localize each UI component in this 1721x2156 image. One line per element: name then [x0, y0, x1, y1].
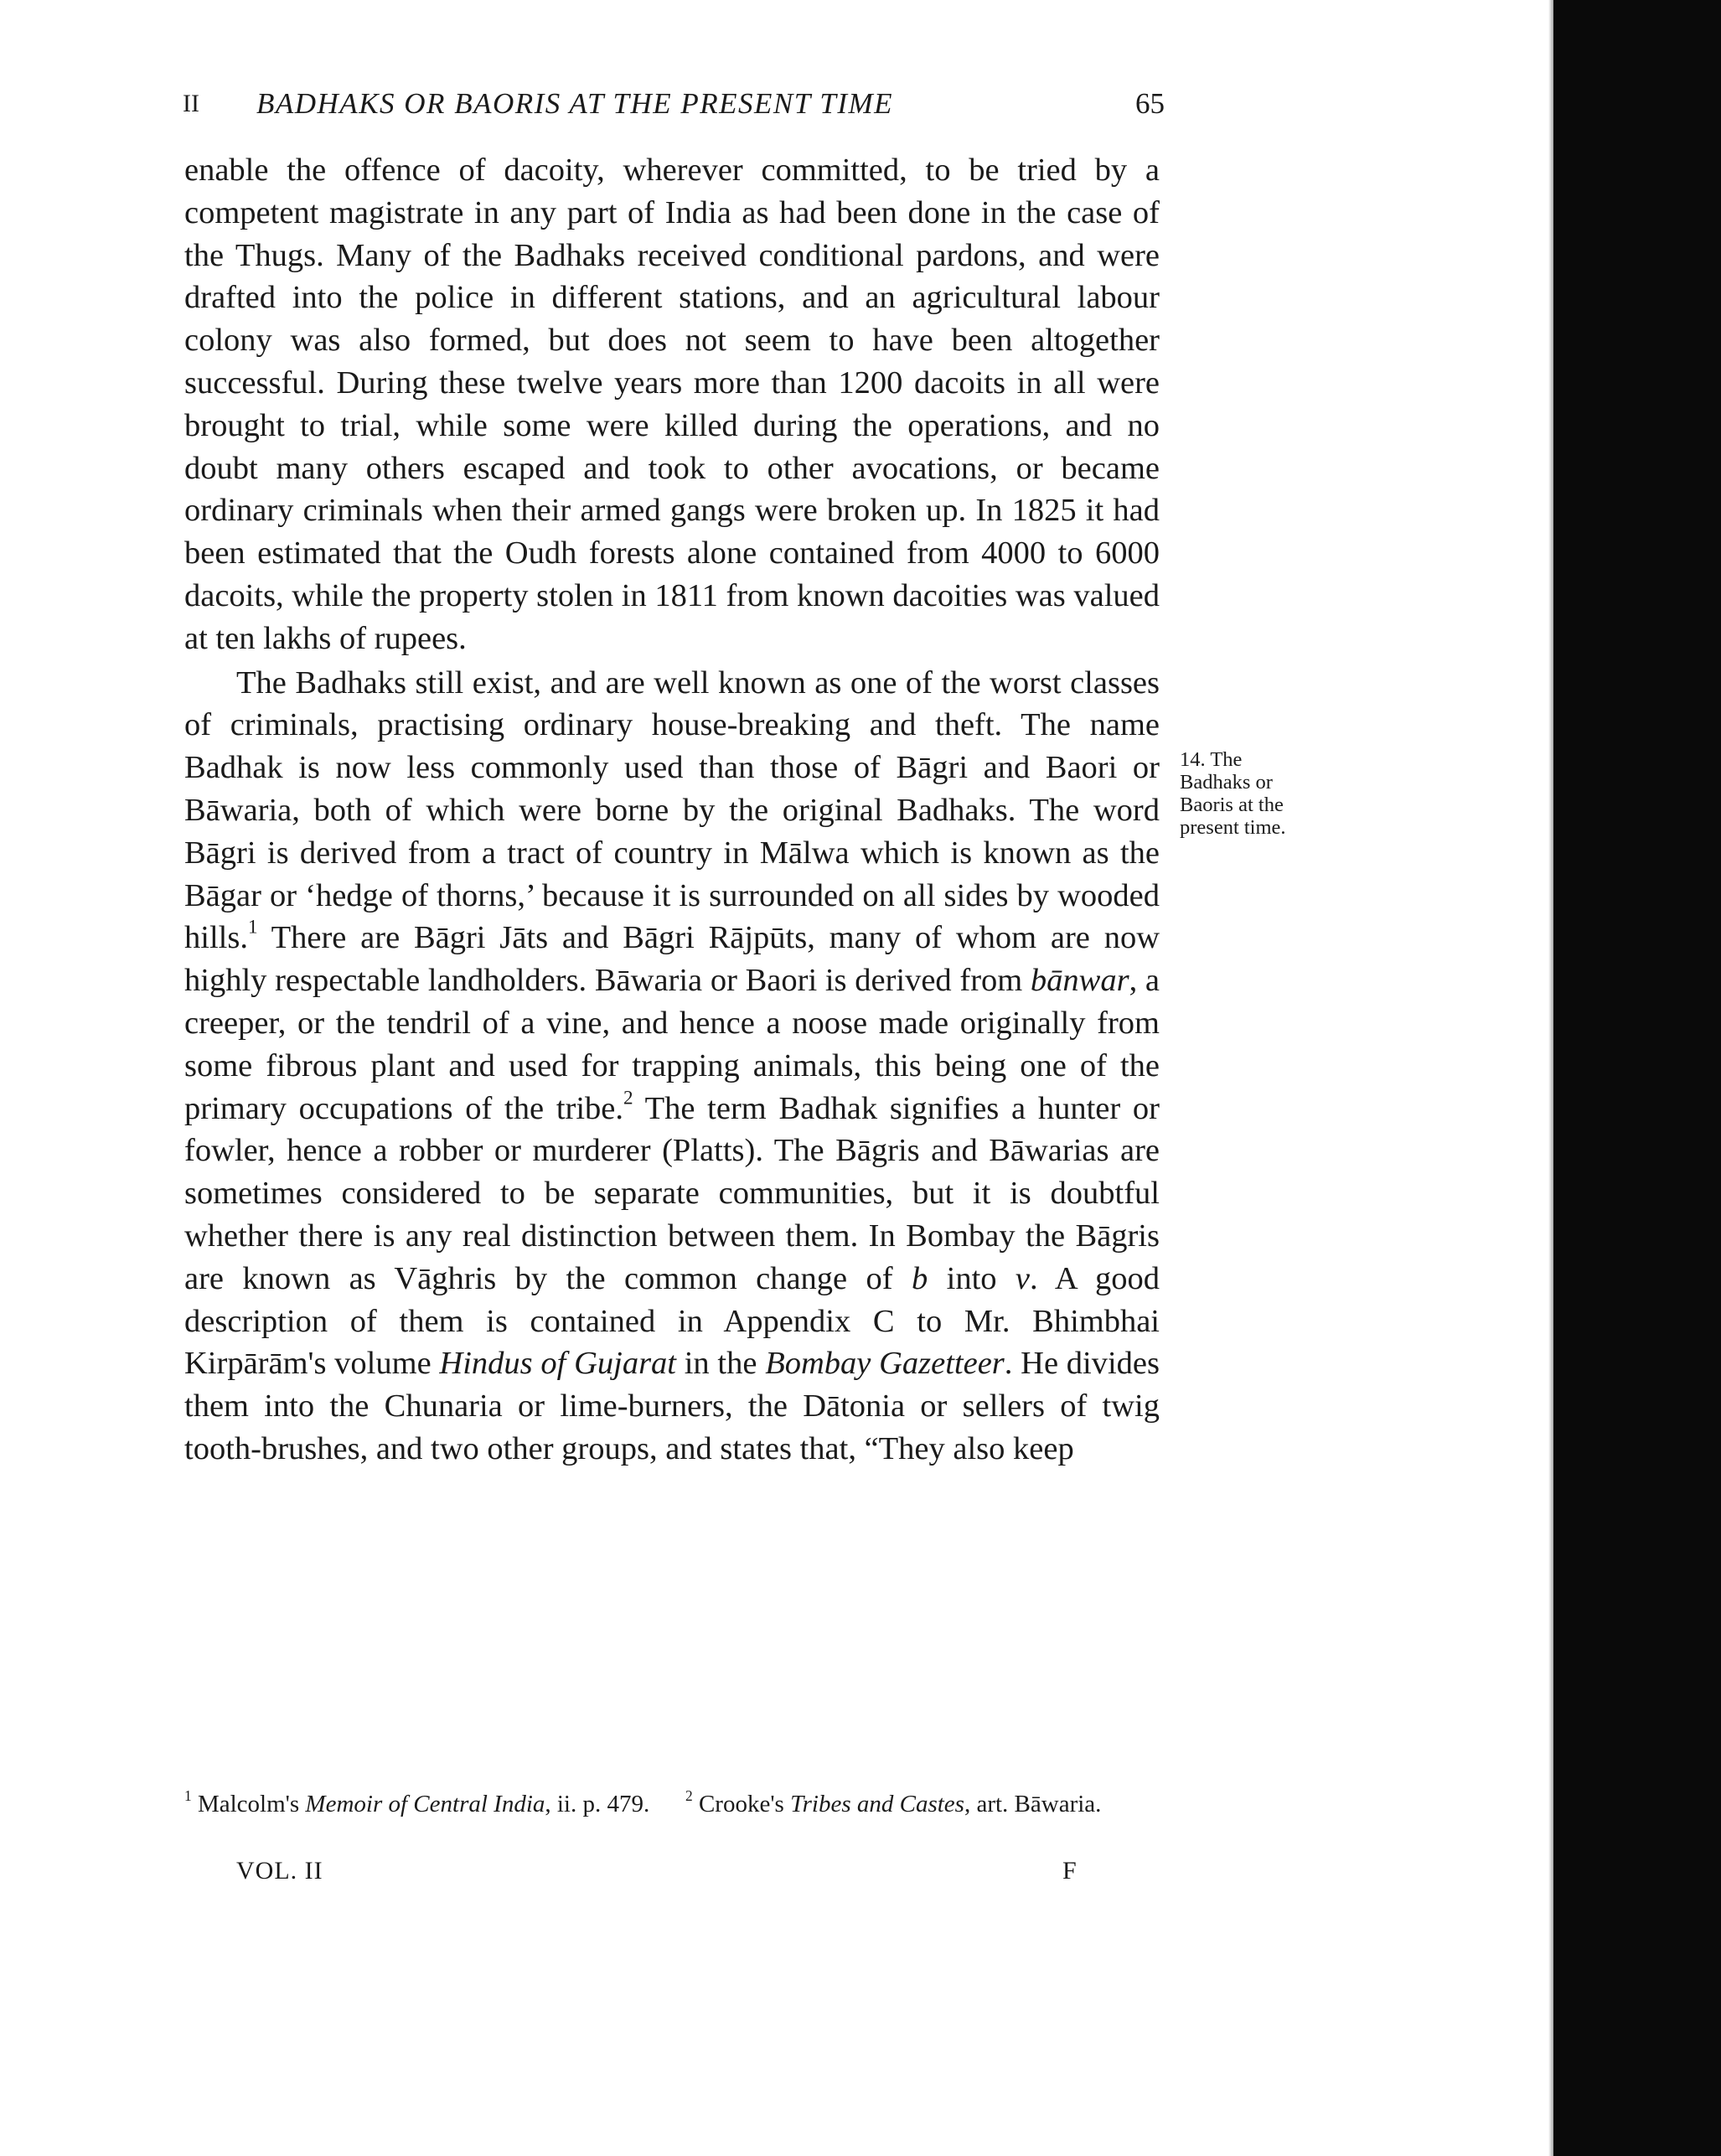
- running-title: BADHAKS OR BAORIS AT THE PRESENT TIME: [256, 87, 894, 120]
- page-edge-shadow: [1553, 0, 1721, 2156]
- letter-b: b: [911, 1260, 928, 1296]
- paragraph-2-part-c: , a creeper, or the tendril of a vine, and hence a noose made originally from some fibrous plant and used for trapping animals, this being one of the primary occupations of the tribe.: [184, 963, 1160, 1126]
- paragraph-2-part-b: There are Bāgri Jāts and Bāgri Rājpūts, many of whom are now highly respectable landholders. Bāwaria or Baori is derived from: [184, 920, 1160, 999]
- term-banwar: bānwar: [1030, 963, 1129, 999]
- footnote-2-title: Tribes and Castes: [790, 1791, 964, 1817]
- footnote-1-rest: , ii. p. 479.: [545, 1791, 650, 1817]
- paragraph-2-part-f: . He divides them into the Chunaria or lime-burners, the Dātonia or sellers of twig tooth-brushes, and two other groups, and states that, “They also keep: [184, 1346, 1160, 1466]
- body-text: [184, 149, 1160, 1471]
- footnote-1-mark: 1: [184, 1786, 192, 1804]
- margin-sidenote: [1180, 748, 1305, 839]
- footnote-1-author: Malcolm's: [197, 1791, 306, 1817]
- word-into: into: [928, 1260, 1016, 1296]
- volume-signature: VOL. II: [236, 1857, 323, 1885]
- letter-v: v: [1015, 1260, 1031, 1296]
- footnote-2: [685, 1786, 1160, 1819]
- paragraph-1: enable the offence of dacoity, wherever committed, to be tried by a competent magistrate in any part of India as had been done in the case of the Thugs. Many of the Badhaks received conditional pardons, and were drafted into the police in different stations, and an agricultural labour colony was also formed, but does not seem to have been altogether successful. During these twelve years more than 1200 dacoits in all were brought to trial, while some were killed during the operations, and no doubt many others escaped and took to other avocations, or became ordinary criminals when their armed gangs were broken up. In 1825 it had been estimated that the Oudh forests alone contained from 4000 to 6000 dacoits, while the property stolen in 1811 from known dacoities was valued at ten lakhs of rupees.: [184, 153, 1160, 656]
- page-number: 65: [1135, 87, 1165, 120]
- phrase-in-the: in the: [676, 1346, 766, 1382]
- sidenote-number: 14.: [1180, 748, 1206, 771]
- book-title-hindus-of-gujarat: Hindus of Gujarat: [439, 1346, 676, 1382]
- footnote-1: [184, 1786, 659, 1819]
- paragraph-2-part-a: The Badhaks still exist, and are well known as one of the worst classes of criminals, practising ordinary house-breaking and theft. The name Badhak is now less commonly used than those of Bāgri and Baori or Bāwaria, both of which were borne by the original Badhaks. The word Bāgri is derived from a tract of country in Mālwa which is known as the Bāgar or ‘hedge of thorns,’ because it is surrounded on all sides by wooded hills.: [184, 664, 1160, 956]
- paragraph-2: [184, 662, 1160, 1471]
- footnote-ref-2[interactable]: 2: [623, 1086, 633, 1109]
- paragraph-2-part-e: . A good description of them is contained in Appendix C to Mr. Bhimbhai Kirpārām's volume: [184, 1260, 1160, 1382]
- footnote-1-title: Memoir of Central India: [305, 1791, 545, 1817]
- paragraph-2-part-d: The term Badhak signifies a hunter or fowler, hence a robber or murderer (Platts). The Bāgris and Bāwarias are sometimes considered to be separate communities, but it is doubtful whether there is any real distinction between them. In Bombay the Bāgris are known as Vāghris by the common change of: [184, 1090, 1160, 1296]
- chapter-number: II: [183, 90, 199, 117]
- running-header: [183, 80, 1165, 127]
- footnote-ref-1[interactable]: 1: [247, 916, 258, 938]
- footnote-2-mark: 2: [685, 1786, 693, 1804]
- footnote-2-author: Crooke's: [698, 1791, 791, 1817]
- footnote-2-rest: , art. Bāwaria.: [964, 1791, 1102, 1817]
- signature-mark: F: [1062, 1857, 1077, 1885]
- book-title-bombay-gazetteer: Bombay Gazetteer: [765, 1346, 1005, 1382]
- sidenote-text: The Badhaks or Baoris at the present time.: [1180, 748, 1286, 839]
